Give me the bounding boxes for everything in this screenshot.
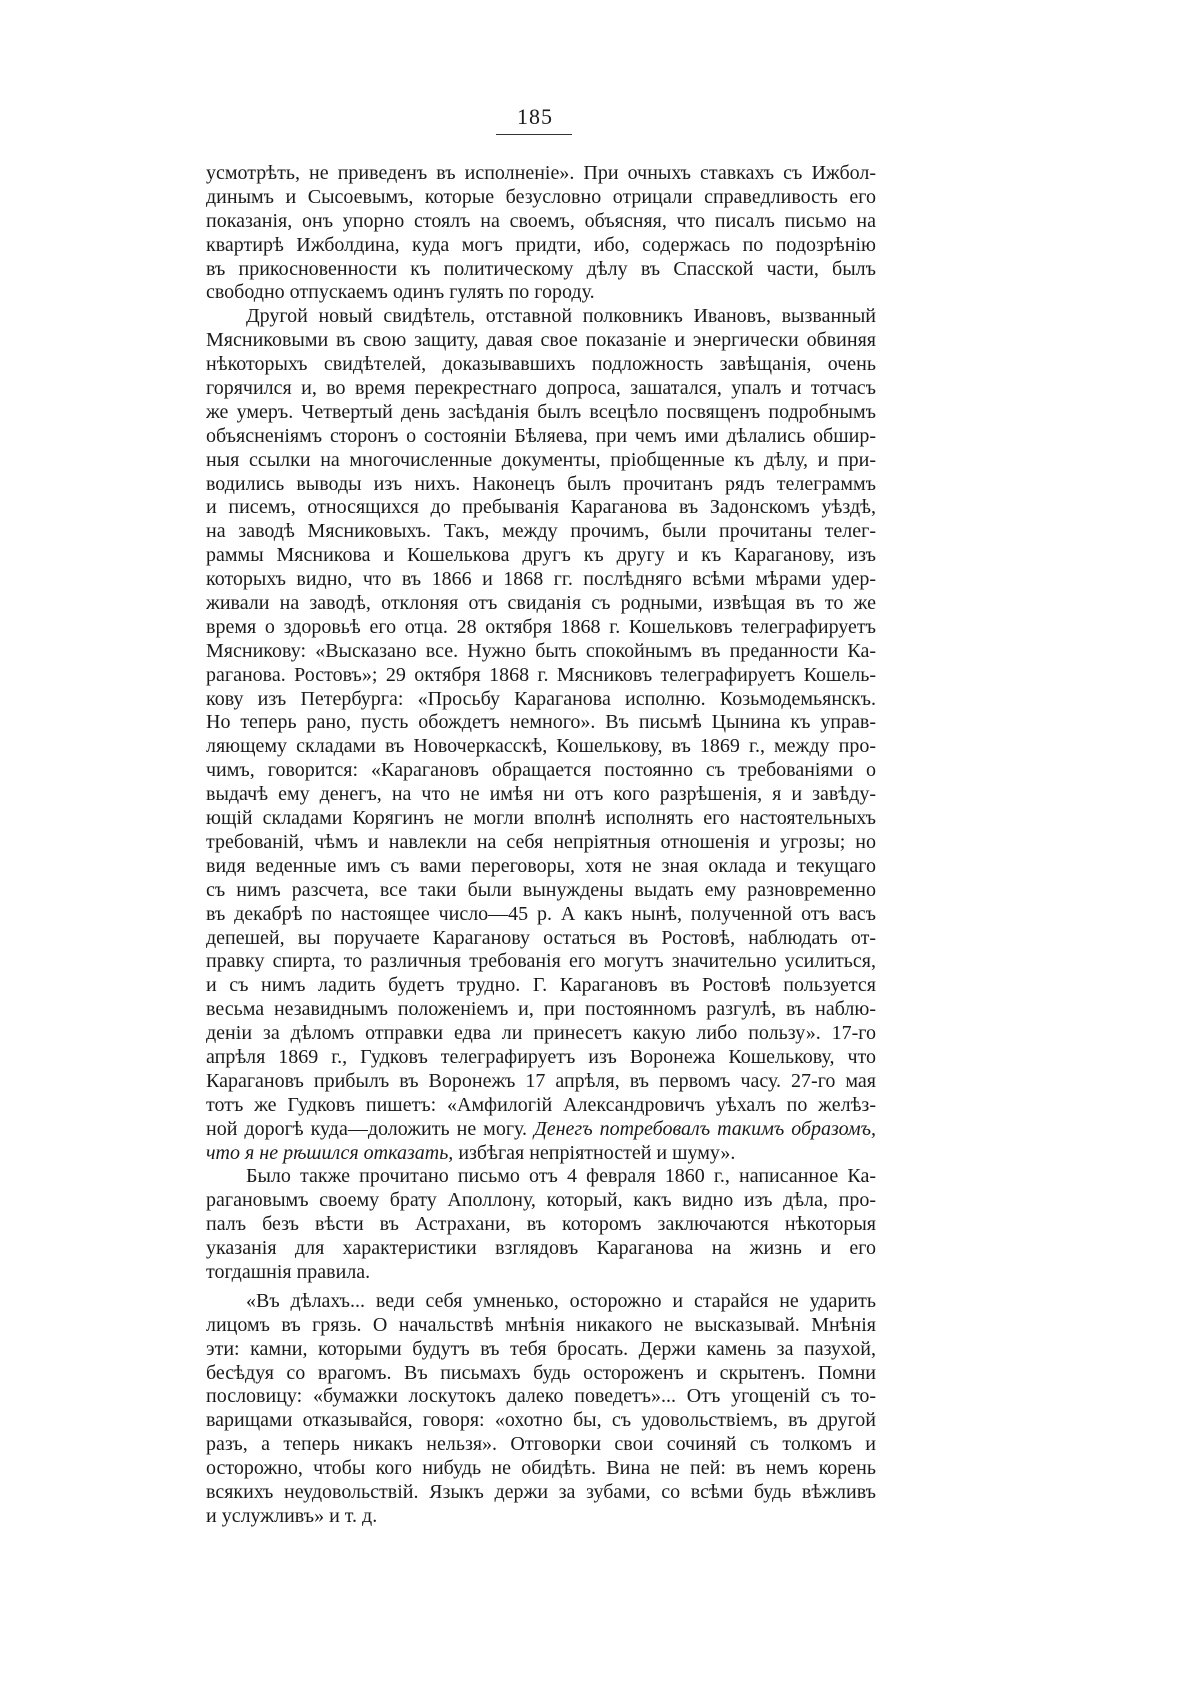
page-number: 185 xyxy=(517,104,553,129)
text-line: живали на заводѣ, отклоняя отъ свиданія съ родными, извѣщая въ то же xyxy=(206,592,876,615)
text-line: время о здоровьѣ его отца. 28 октября 1868 г. Кошельковъ телеграфируетъ xyxy=(206,615,876,638)
text-line: эти: камни, которыми будутъ въ тебя бросать. Держи камень за пазухой, xyxy=(206,1337,876,1360)
text-line: квартирѣ Ижболдина, куда могъ придти, ибо, содержась по подозрѣнію xyxy=(206,233,876,256)
text-line: лицомъ въ грязь. О начальствѣ мнѣнія никакого не высказывай. Мнѣнія xyxy=(206,1313,876,1336)
text-line: и услужливъ» и т. д. xyxy=(206,1504,378,1527)
text-line: указанія для характеристики взглядовъ Караганова на жизнь и его xyxy=(206,1237,876,1260)
text-line: всякихъ неудовольствій. Языкъ держи за зубами, со всѣми будь вѣжливъ xyxy=(206,1480,876,1503)
text-line: которыхъ видно, что въ 1866 и 1868 гг. послѣдняго всѣми мѣрами удер- xyxy=(206,568,876,591)
text-line: осторожно, чтобы кого нибудь не обидѣть. Вина не пей: въ немъ корень xyxy=(206,1457,876,1480)
text-line: объясненіямъ сторонъ о состояніи Бѣляева, при чемъ ими дѣлались обшир- xyxy=(206,424,876,447)
text-line: горячился и, во время перекрестнаго допроса, зашатался, упалъ и тотчасъ xyxy=(206,377,876,400)
text-line: раганова. Ростовъ»; 29 октября 1868 г. Мясниковъ телеграфируетъ Кошель- xyxy=(206,663,876,686)
text-line: показанія, онъ упорно стоялъ на своемъ, объясняя, что писалъ письмо на xyxy=(206,209,876,232)
text-line: палъ безъ вѣсти въ Астрахани, въ которомъ заключаются нѣкоторыя xyxy=(206,1213,876,1236)
text-line: депешей, вы поручаете Караганову остаться въ Ростовѣ, наблюдать от- xyxy=(206,926,876,949)
text-line: кову изъ Петербурга: «Просьбу Караганова исполню. Козьмодемьянскъ. xyxy=(206,687,876,710)
text-line: видя веденные имъ съ вами переговоры, хотя не зная оклада и текущаго xyxy=(206,854,876,877)
text-span: ной дорогѣ куда—доложить не могу. xyxy=(206,1117,535,1140)
text-line: на заводѣ Мясниковыхъ. Такъ, между прочимъ, были прочитаны телег- xyxy=(206,520,876,543)
text-line: раммы Мясникова и Кошелькова другъ къ другу и къ Караганову, изъ xyxy=(206,544,876,567)
body-text xyxy=(206,162,876,1529)
text-line: ющій складами Корягинъ не могли вполнѣ исполнять его настоятельныхъ xyxy=(206,807,876,830)
text-line: Было также прочитано письмо отъ 4 февраля 1860 г., написанное Ка- xyxy=(246,1165,876,1188)
text-line: ляющему складами въ Новочеркасскѣ, Кошелькову, въ 1869 г., между про- xyxy=(206,735,876,758)
text-line: въ прикосновенности къ политическому дѣлу въ Спасской части, былъ xyxy=(206,257,876,280)
text-line: и писемъ, относящихся до пребыванія Караганова въ Задонскомъ уѣздѣ, xyxy=(206,496,876,519)
text-line: водились выводы изъ нихъ. Наконецъ былъ прочитанъ рядъ телеграммъ xyxy=(206,472,876,495)
text-line: весьма незавиднымъ положеніемъ и, при постоянномъ разгулѣ, въ наблю- xyxy=(206,998,876,1021)
text-line: Другой новый свидѣтель, отставной полковникъ Ивановъ, вызванный xyxy=(246,305,876,328)
text-line-italic-b xyxy=(206,1142,876,1166)
text-line: требованій, чѣмъ и навлекли на себя непріятныя отношенія и угрозы; но xyxy=(206,830,876,853)
italic-span: что я не рѣшился отказать, xyxy=(206,1141,454,1164)
text-line: правку спирта, то различныя требованія его могутъ значительно усилиться, xyxy=(206,950,876,973)
text-line: чимъ, говорится: «Карагановъ обращается постоянно съ требованіями о xyxy=(206,759,876,782)
text-line: Карагановъ прибылъ въ Воронежъ 17 апрѣля, въ первомъ часу. 27-го мая xyxy=(206,1069,876,1092)
text-line: тотъ же Гудковъ пишетъ: «Амфилогій Александровичъ уѣхалъ по желѣз- xyxy=(206,1093,876,1116)
text-span: избѣгая непріятностей и шуму». xyxy=(453,1141,736,1164)
text-line: въ декабрѣ по настоящее число—45 р. А какъ нынѣ, полученной отъ васъ xyxy=(206,902,876,925)
text-line: пословицу: «бумажки лоскутокъ далеко поведетъ»... Отъ угощеній съ то- xyxy=(206,1385,876,1408)
text-line: и съ нимъ ладить будетъ трудно. Г. Карагановъ въ Ростовѣ пользуется xyxy=(206,974,876,997)
text-line: ныя ссылки на многочисленные документы, пріобщенные къ дѣлу, и при- xyxy=(206,448,876,471)
text-line: бесѣдуя со врагомъ. Въ письмахъ будь остороженъ и скрытенъ. Помни xyxy=(206,1361,876,1384)
text-line: варищами отказывайся, говоря: «охотно бы, съ удовольствіемъ, въ другой xyxy=(206,1409,876,1432)
text-line: выдачѣ ему денегъ, на что не имѣя ни отъ кого разрѣшенія, я и завѣду- xyxy=(206,783,876,806)
text-line: усмотрѣть, не приведенъ въ исполненіе». При очныхъ ставкахъ съ Ижбол- xyxy=(206,162,876,184)
paragraphs-before xyxy=(206,162,876,1118)
paragraphs-after xyxy=(206,1165,876,1528)
text-line: тогдашнія правила. xyxy=(206,1260,371,1283)
text-line: динымъ и Сысоевымъ, которые безусловно отрицали справедливость его xyxy=(206,185,876,208)
text-line: нѣкоторыхъ свидѣтелей, доказывавшихъ подложность завѣщанія, очень xyxy=(206,353,876,376)
text-line: съ нимъ разсчета, все таки были вынуждены выдать ему разновременно xyxy=(206,878,876,901)
text-line: разъ, а теперь никакъ нельзя». Отговорки свои сочиняй съ толкомъ и xyxy=(206,1433,876,1456)
page-number-rule xyxy=(496,134,572,135)
text-line: апрѣля 1869 г., Гудковъ телеграфируетъ изъ Воронежа Кошелькову, что xyxy=(206,1045,876,1068)
text-line: деніи за дѣломъ отправки едва ли принесетъ какую либо пользу». 17-го xyxy=(206,1022,876,1045)
text-line-italic-a xyxy=(206,1118,876,1142)
text-line: Но теперь рано, пусть обождетъ немного». Въ письмѣ Цынина къ управ- xyxy=(206,711,876,734)
text-line: же умеръ. Четвертый день засѣданія былъ всецѣло посвященъ подробнымъ xyxy=(206,400,876,423)
text-line: Мясникову: «Высказано все. Нужно быть спокойнымъ въ преданности Ка- xyxy=(206,639,876,662)
text-line: рагановымъ своему брату Аполлону, который, какъ видно изъ дѣла, про- xyxy=(206,1189,876,1212)
italic-span: Денегъ потребовалъ такимъ образомъ, xyxy=(534,1117,876,1140)
text-line: «Въ дѣлахъ... веди себя умненько, осторожно и старайся не ударить xyxy=(246,1289,876,1312)
text-line: Мясниковыми въ свою защиту, давая свое показаніе и энергически обвиняя xyxy=(206,329,876,352)
text-line: свободно отпускаемъ одинъ гулять по городу. xyxy=(206,281,595,304)
